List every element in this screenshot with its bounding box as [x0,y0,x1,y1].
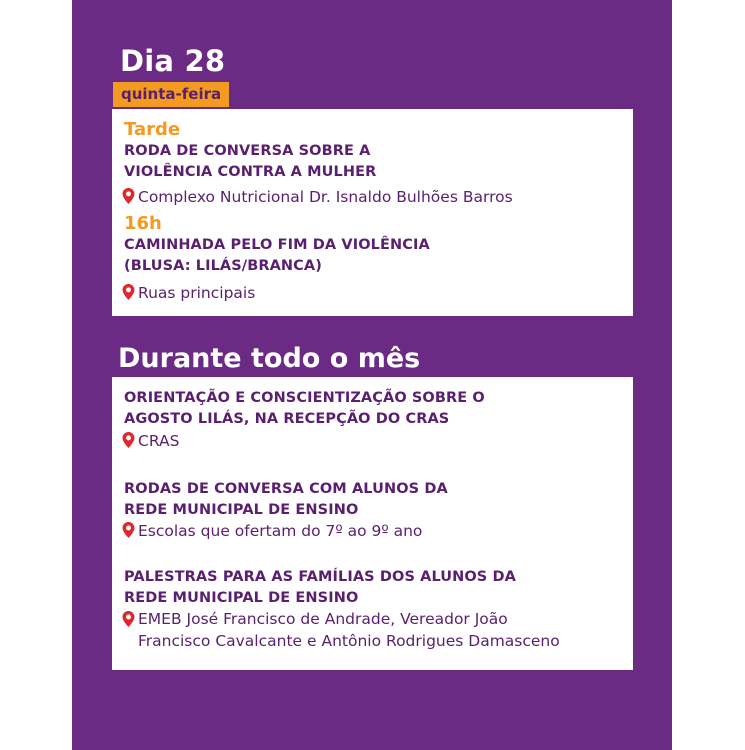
event-title: PALESTRAS PARA AS FAMÍLIAS DOS ALUNOS DA REDE MUNICIPAL DE ENSINO [124,569,516,606]
event-time: 16h [124,213,162,234]
location-text: CRAS [138,432,180,450]
event-location [122,430,179,452]
location-pin-icon [122,188,135,204]
location-pin-icon [122,611,135,627]
location-pin-icon [122,432,135,448]
location-pin-icon [122,284,135,300]
event-location [122,608,560,652]
event-title: CAMINHADA PELO FIM DA VIOLÊNCIA (BLUSA: LILÁS/BRANCA) [124,237,430,274]
section-title: Durante todo o mês [118,343,421,374]
day-title: Dia 28 [120,44,226,78]
event-location [122,186,513,208]
event-location [122,282,255,304]
location-text: EMEB José Francisco de Andrade, Vereador João Francisco Cavalcante e Antônio Rodrigues Damasceno [138,610,560,650]
event-location [122,520,422,542]
event-title: RODAS DE CONVERSA COM ALUNOS DA REDE MUNICIPAL DE ENSINO [124,481,448,518]
event-time: Tarde [124,119,181,140]
location-text: Escolas que ofertam do 7º ao 9º ano [138,522,423,540]
event-title: ORIENTAÇÃO E CONSCIENTIZAÇÃO SOBRE O AGOSTO LILÁS, NA RECEPÇÃO DO CRAS [124,390,485,427]
event-title: RODA DE CONVERSA SOBRE A VIOLÊNCIA CONTRA A MULHER [124,143,377,180]
weekday-badge: quinta-feira [113,82,229,107]
location-pin-icon [122,522,135,538]
location-text: Ruas principais [138,284,256,302]
location-text: Complexo Nutricional Dr. Isnaldo Bulhões Barros [138,188,513,206]
